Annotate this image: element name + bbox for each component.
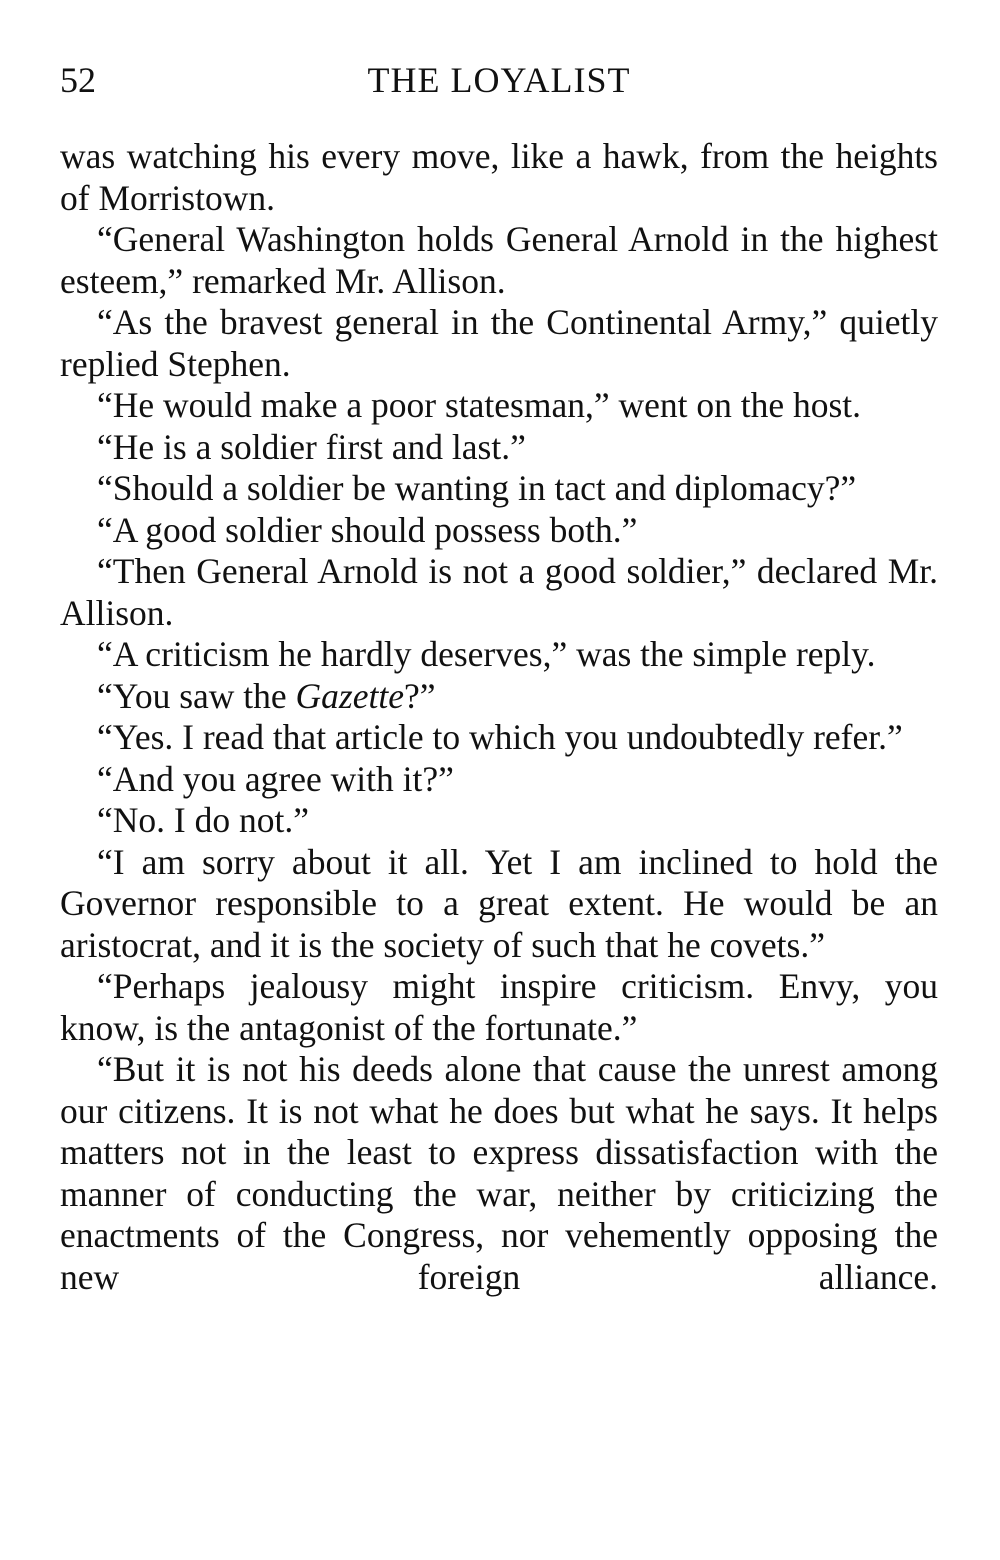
- page-number: 52: [60, 60, 96, 100]
- paragraph: “A good soldier should possess both.”: [97, 509, 638, 550]
- paragraph-gazette: [60, 676, 938, 718]
- paragraph: “He would make a poor statesman,” went on the host.: [97, 385, 862, 425]
- body-text: [60, 136, 938, 1298]
- paragraph: “No. I do not.”: [97, 800, 309, 840]
- paragraph-continues: “But it is not his deeds alone that cause the unrest among our citizens. It is not what he does but what he says. It helps matters not in the least to express dissatisfaction with the manner of conducting the war, neither by criticizing the enactments of the Congress, nor vehemently opposing the new foreign alliance.: [60, 1049, 938, 1297]
- paragraph: “Then General Arnold is not a good soldier,” declared Mr. Allison.: [60, 551, 938, 633]
- paragraph: “He is a soldier first and last.”: [97, 426, 526, 467]
- paragraph: “I am sorry about it all. Yet I am inclined to hold the Governor responsible to a great extent. He would be an aristocrat, and it is the society of such that he covets.”: [60, 841, 938, 965]
- paragraph: “Should a soldier be wanting in tact and diplomacy?”: [97, 468, 857, 508]
- paragraph: “And you agree with it?”: [97, 758, 454, 799]
- paragraph: “As the bravest general in the Continental Army,” quietly replied Stephen.: [60, 302, 938, 384]
- text-before-title: “You saw the: [97, 675, 296, 716]
- newspaper-title: Gazette: [295, 675, 404, 716]
- paragraph: “General Washington holds General Arnold in the highest esteem,” remarked Mr. Allison.: [60, 219, 938, 301]
- text-after-title: ?”: [404, 675, 436, 716]
- paragraph: “Perhaps jealousy might inspire criticism. Envy, you know, is the antagonist of the fortunate.”: [60, 966, 938, 1048]
- paragraph: “Yes. I read that article to which you undoubtedly refer.”: [97, 717, 903, 757]
- paragraph-continued: was watching his every move, like a hawk, from the heights of Morristown.: [60, 136, 938, 218]
- paragraph: “A criticism he hardly deserves,” was the simple reply.: [97, 634, 876, 674]
- book-page: [60, 58, 938, 1298]
- page-header: [60, 58, 938, 110]
- running-title: THE LOYALIST: [367, 60, 631, 100]
